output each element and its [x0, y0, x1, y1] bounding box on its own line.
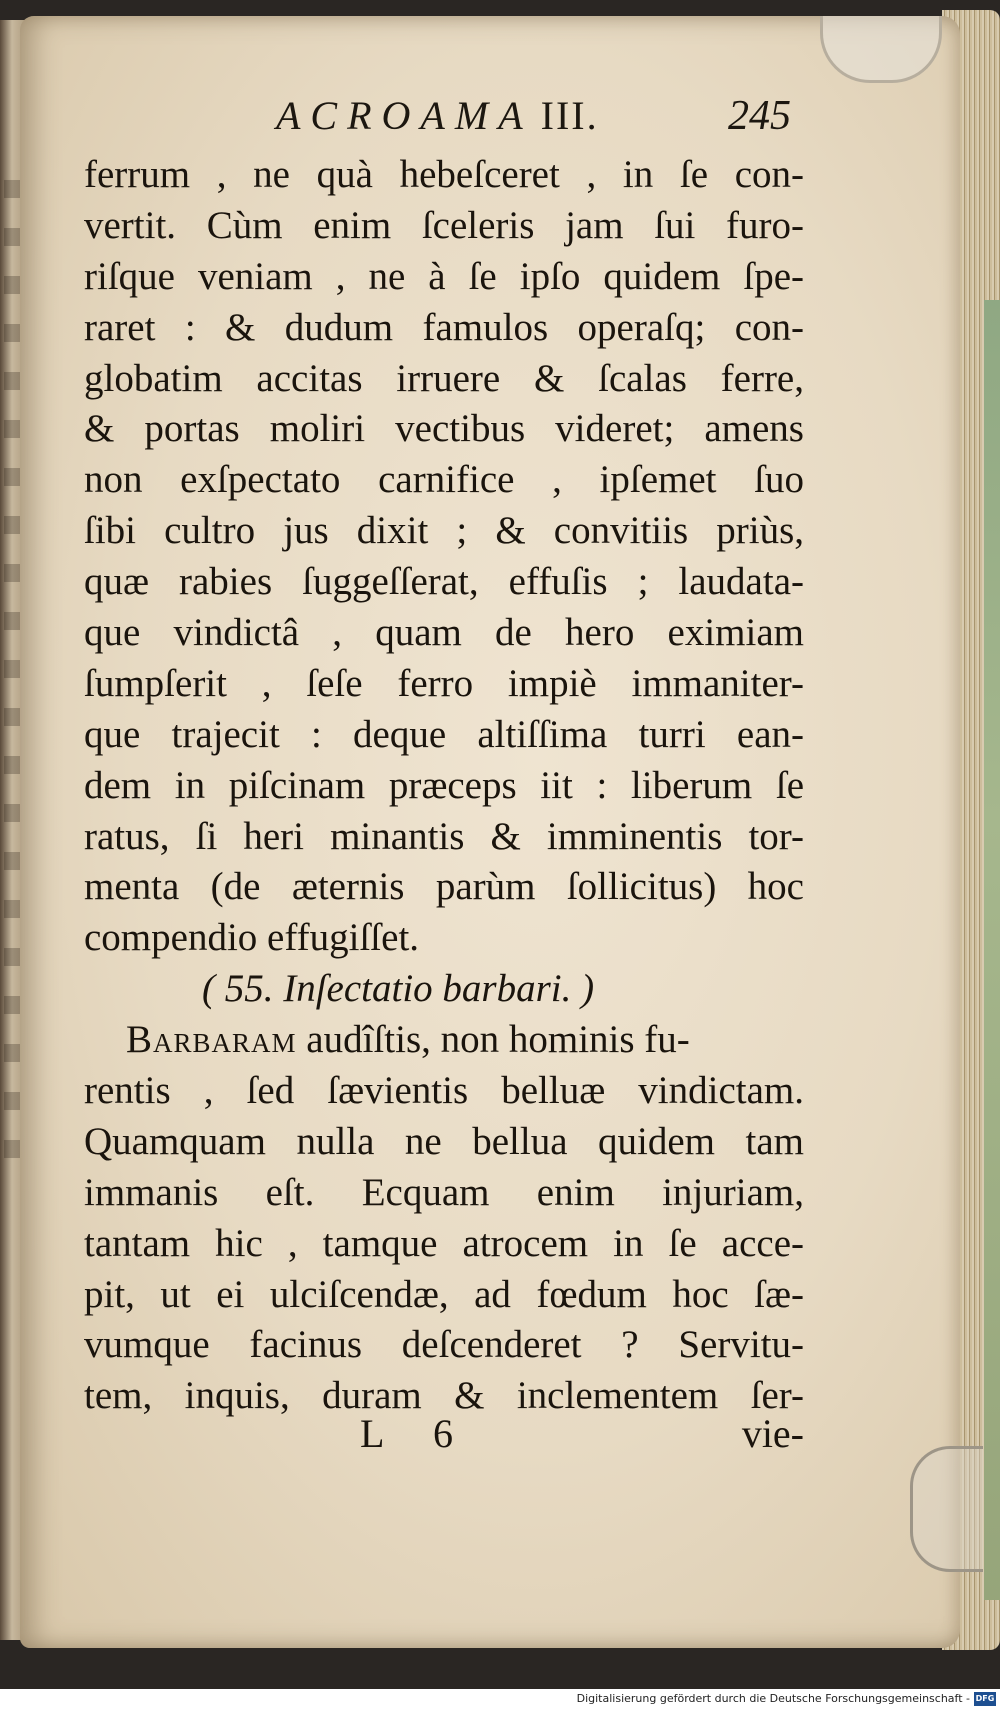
text-line: raret : & dudum famulos operaſq; con- — [84, 305, 804, 349]
text-line: Quamquam nulla ne bellua quidem tam — [84, 1119, 804, 1163]
text-line: que trajecit : deque altiſſima turri ean- — [84, 712, 804, 756]
running-head — [276, 92, 599, 139]
running-head-title: ACROAMA — [276, 93, 533, 138]
credit-bar — [0, 1689, 1000, 1711]
text-line: compendio effugiſſet. — [84, 916, 420, 960]
text-line: ſibi cultro jus dixit ; & convitiis priùs, — [84, 509, 804, 553]
body-text — [84, 150, 804, 1422]
catchword: vie- — [741, 1411, 804, 1456]
signature-mark: L 6 — [360, 1411, 473, 1456]
running-head-number: III. — [540, 93, 599, 138]
page-holder-clip-bottom — [910, 1446, 983, 1572]
text-line: dem in piſcinam præceps iit : liberum ſe — [84, 763, 804, 807]
text-line: menta (de æternis parùm ſollicitus) hoc — [84, 865, 804, 909]
background-strip — [984, 300, 1000, 1600]
text-line: non exſpectato carnifice , ipſemet ſuo — [84, 458, 804, 502]
text-line: rentis , ſed ſævientis belluæ vindictam. — [84, 1069, 804, 1113]
page-footer — [84, 1410, 804, 1470]
text-line: riſque veniam , ne à ſe ipſo quidem ſpe- — [84, 254, 804, 298]
text-line: vumque facinus deſcenderet ? Servitu- — [84, 1323, 804, 1367]
text-line: & portas moliri vectibus videret; amens — [84, 407, 804, 451]
page-number: 245 — [728, 93, 791, 139]
text-line: tem, inquis, duram & inclementem ſer- — [84, 1374, 804, 1418]
section-heading: ( 55. Inſectatio barbari. ) — [202, 967, 595, 1011]
text-line: tantam hic , tamque atrocem in ſe acce- — [84, 1221, 804, 1265]
text-line: ratus, ſi heri minantis & imminentis tor- — [84, 814, 804, 858]
paragraph-opening-line — [84, 1015, 804, 1066]
text-line: immanis eſt. Ecquam enim injuriam, — [84, 1170, 804, 1214]
page-holder-clip-top — [820, 16, 942, 83]
text-line: que vindictâ , quam de hero eximiam — [84, 611, 804, 655]
text-line: quæ rabies ſuggeſſerat, effuſis ; laudata- — [84, 560, 804, 604]
dfg-logo-icon: DFG — [974, 1692, 996, 1706]
funding-credit: Digitalisierung gefördert durch die Deutsche Forschungsgemeinschaft - — [576, 1692, 970, 1705]
book-page — [20, 16, 960, 1648]
paragraph-opening-rest: audîſtis, non hominis fu- — [306, 1018, 690, 1062]
text-line: ſumpſerit , ſeſe ferro impiè immaniter- — [84, 661, 804, 705]
page-header — [116, 88, 816, 148]
text-line: ferrum , ne quà hebeſceret , in ſe con- — [84, 153, 804, 196]
text-line: pit, ut ei ulciſcendæ, ad fœdum hoc ſæ- — [84, 1272, 804, 1316]
text-line: vertit. Cùm enim ſceleris jam ſui furo- — [84, 203, 804, 247]
paragraph-initial-word: Barbaram — [126, 1018, 297, 1062]
text-line: globatim accitas irruere & ſcalas ferre, — [84, 356, 804, 400]
